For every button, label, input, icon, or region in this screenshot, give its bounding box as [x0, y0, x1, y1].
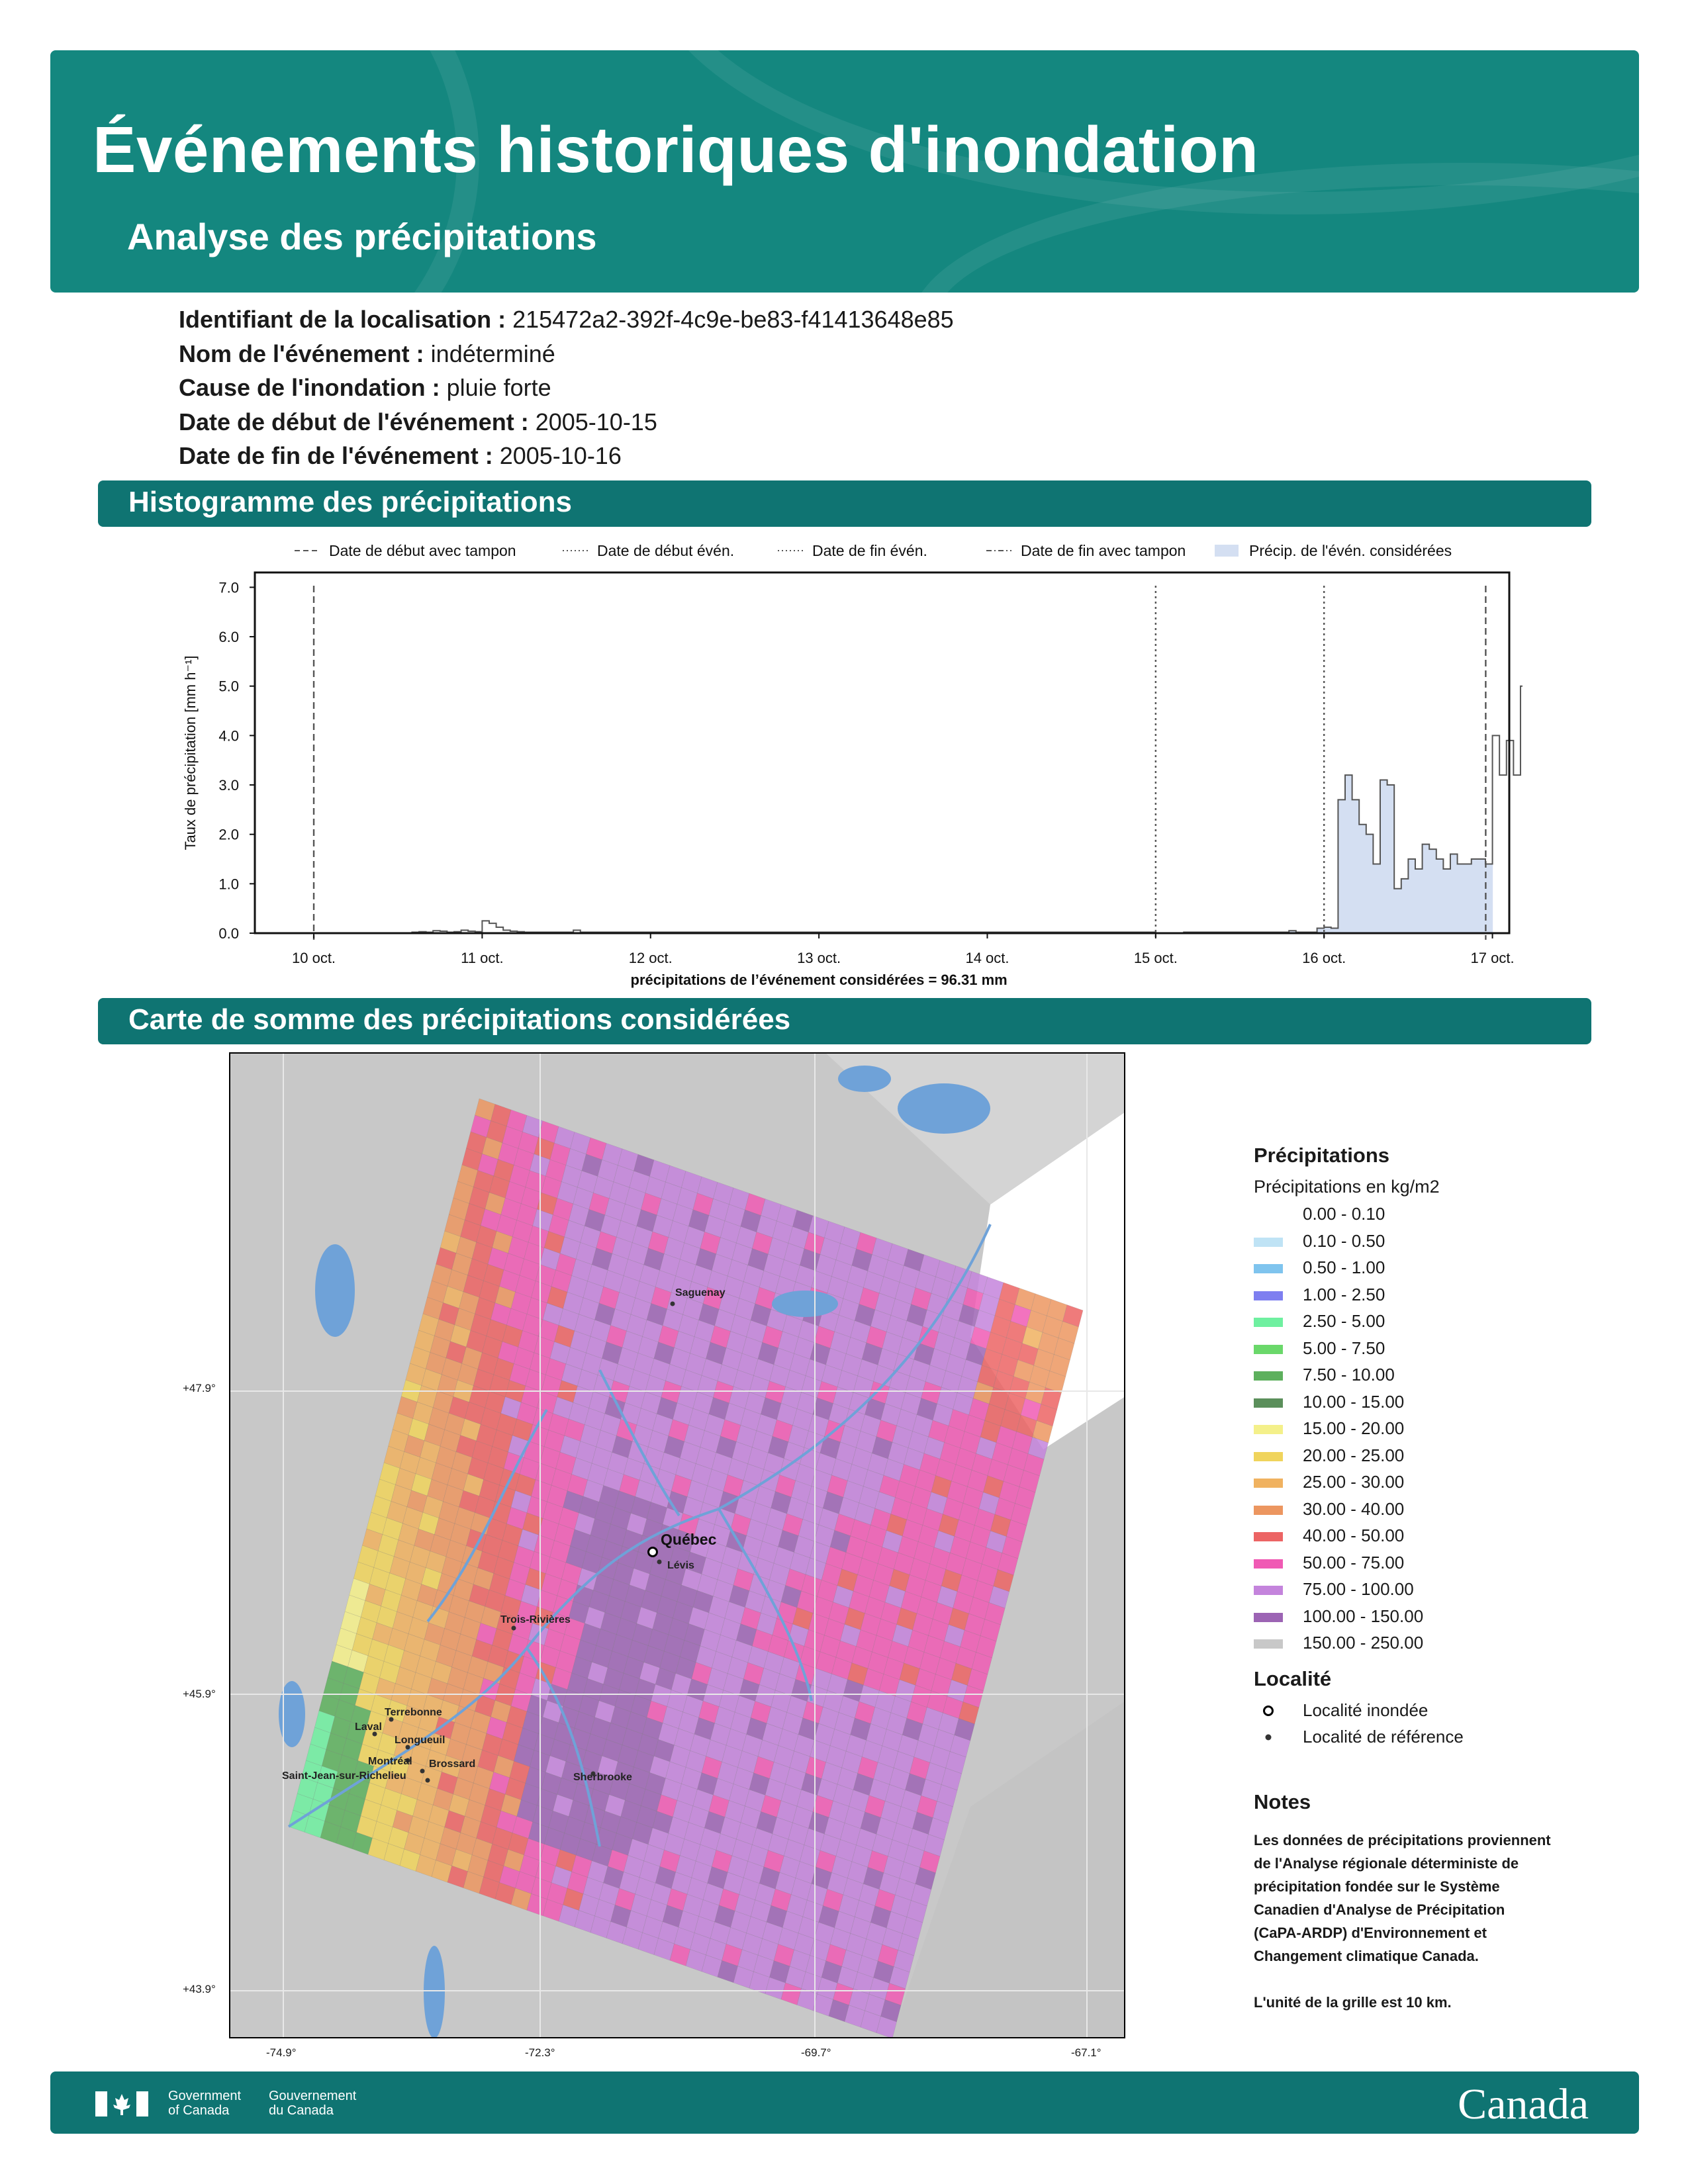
- x-tick-label: 15 oct.: [1133, 950, 1178, 966]
- legend-label: Date de début avec tampon: [329, 542, 516, 559]
- x-tick-label: 11 oct.: [461, 950, 504, 966]
- end-date-row: [179, 442, 622, 470]
- histogram-bar: [1366, 835, 1374, 933]
- location-id-value: 215472a2-392f-4c9e-be83-f41413648e85: [512, 306, 954, 333]
- histogram-bar: [1429, 849, 1436, 933]
- histogram-bar: [1415, 869, 1423, 933]
- histogram-bar: [1485, 864, 1493, 933]
- y-tick-label: 0.0: [218, 925, 239, 942]
- legend-label: Date de fin avec tampon: [1021, 542, 1186, 559]
- legend-swatch: [1254, 1559, 1283, 1569]
- event-total-label: précipitations de l’événement considérées = 96.31 mm: [630, 972, 1008, 988]
- legend-swatch: [1254, 1318, 1283, 1327]
- reference-city-marker: [512, 1626, 516, 1631]
- legend-label: 15.00 - 20.00: [1303, 1418, 1405, 1438]
- legend-subtitle: Précipitations en kg/m2: [1254, 1177, 1440, 1197]
- legend-label: 40.00 - 50.00: [1303, 1525, 1405, 1545]
- city-label: Brossard: [429, 1758, 476, 1770]
- map-legend: [1254, 1144, 1651, 2014]
- legend-swatch: [1254, 1238, 1283, 1247]
- start-date-label: Date de début de l'événement :: [179, 408, 529, 435]
- section-histogram-header: [98, 480, 1591, 527]
- gov-fr-label: Gouvernement du Canada: [269, 2089, 357, 2118]
- legend-swatch: [1254, 1371, 1283, 1381]
- legend-swatch: [1254, 1639, 1283, 1649]
- histogram-bar: [1387, 785, 1395, 933]
- lat-tick: +43.9°: [183, 1983, 216, 1995]
- legend-swatch: [1254, 1452, 1283, 1461]
- start-date-value: 2005-10-15: [535, 408, 657, 435]
- chart-legend: [295, 542, 1452, 559]
- histogram-bar: [1472, 859, 1479, 933]
- event-name-value: indéterminé: [430, 340, 555, 367]
- lon-tick: -69.7°: [801, 2046, 831, 2059]
- histogram-bar: [1352, 799, 1360, 933]
- event-name-row: [179, 340, 555, 368]
- legend-label: 75.00 - 100.00: [1303, 1579, 1414, 1599]
- legend-label: 10.00 - 15.00: [1303, 1391, 1405, 1412]
- end-date-label: Date de fin de l'événement :: [179, 442, 493, 469]
- x-tick-label: 17 oct.: [1470, 950, 1515, 966]
- footer-bar: [50, 2071, 1639, 2134]
- flood-cause-value: pluie forte: [446, 374, 551, 401]
- legend-swatch: [1254, 1398, 1283, 1408]
- legend-label: 7.50 - 10.00: [1303, 1365, 1395, 1385]
- precipitation-histogram: [165, 529, 1523, 993]
- reference-city-marker: [420, 1769, 425, 1774]
- histogram-bar: [1401, 879, 1409, 933]
- histogram-bar: [1345, 775, 1352, 933]
- histogram-bar: [1450, 854, 1458, 933]
- city-label: Saguenay: [675, 1287, 726, 1298]
- legend-swatch: [1254, 1291, 1283, 1300]
- section-map-title: Carte de somme des précipitations considérées: [128, 1003, 791, 1036]
- flooded-city-marker: [649, 1548, 657, 1557]
- x-tick-label: 10 oct.: [292, 950, 336, 966]
- page-subtitle: Analyse des précipitations: [127, 216, 597, 257]
- notes-title: Notes: [1254, 1790, 1311, 1813]
- legend-label: 150.00 - 250.00: [1303, 1633, 1424, 1653]
- x-tick-label: 14 oct.: [965, 950, 1009, 966]
- x-tick-label: 12 oct.: [628, 950, 673, 966]
- gov-en-label: Government of Canada: [168, 2089, 242, 2118]
- legend-swatch: [1254, 1613, 1283, 1622]
- legend-items: [1254, 1204, 1651, 1661]
- legend-flooded-row: [1254, 1700, 1651, 1727]
- lon-tick: -74.9°: [266, 2046, 297, 2059]
- legend-label: 5.00 - 7.50: [1303, 1338, 1385, 1358]
- histogram-bar: [1380, 780, 1387, 933]
- y-tick-label: 5.0: [218, 678, 239, 695]
- reference-city-marker: [671, 1302, 675, 1306]
- legend-label: 0.10 - 0.50: [1303, 1230, 1385, 1251]
- lon-tick: -72.3°: [525, 2046, 555, 2059]
- canada-wordmark: Canada: [1458, 2080, 1589, 2128]
- x-tick-label: 16 oct.: [1302, 950, 1346, 966]
- lat-tick: +47.9°: [183, 1382, 216, 1394]
- legend-swatch: [1254, 1479, 1283, 1488]
- histogram-bar: [1458, 864, 1465, 933]
- city-label: Laval: [355, 1721, 382, 1733]
- legend-label: 25.00 - 30.00: [1303, 1472, 1405, 1492]
- legend-label: Date de début évén.: [597, 542, 735, 559]
- histogram-bar: [1436, 859, 1444, 933]
- page-title: Événements historiques d'inondation: [93, 113, 1259, 186]
- location-id-label: Identifiant de la localisation :: [179, 306, 506, 333]
- y-tick-label: 3.0: [218, 777, 239, 794]
- city-label: Sherbrooke: [573, 1772, 632, 1783]
- histogram-bar: [1478, 859, 1485, 933]
- reference-city-marker: [657, 1560, 662, 1565]
- legend-label: 2.50 - 5.00: [1303, 1311, 1385, 1331]
- locality-title: Localité: [1254, 1667, 1332, 1690]
- histogram-bar: [1338, 799, 1345, 933]
- start-date-row: [179, 408, 657, 436]
- legend-label: Précip. de l'évén. considérées: [1249, 542, 1452, 559]
- legend-label: 100.00 - 150.00: [1303, 1606, 1424, 1626]
- legend-swatch: [1254, 1506, 1283, 1515]
- city-label: Saint-Jean-sur-Richelieu: [282, 1770, 406, 1782]
- chart-frame: [255, 572, 1509, 933]
- legend-title: Précipitations: [1254, 1144, 1389, 1167]
- legend-swatch: [1254, 1532, 1283, 1541]
- city-label: Montréal: [368, 1756, 412, 1767]
- event-name-label: Nom de l'événement :: [179, 340, 424, 367]
- lat-tick: +45.9°: [183, 1688, 216, 1700]
- histogram-bar: [1443, 869, 1450, 933]
- y-tick-label: 2.0: [218, 826, 239, 843]
- histogram-bar: [1423, 844, 1430, 933]
- histogram-bar: [1464, 864, 1472, 933]
- precipitation-map: [229, 1052, 1125, 2038]
- legend-label: 0.50 - 1.00: [1303, 1257, 1385, 1277]
- notes-body: Les données de précipitations proviennent de l'Analyse régionale déterministe de précipitation fondée sur le Système Canadien d'Analyse de Précipitation (CaPA-ARDP) d'Environnement et Changement climatique Canada. L'unité de la grille est 10 km.: [1254, 1832, 1551, 2011]
- histogram-bar: [1408, 859, 1415, 933]
- y-tick-label: 6.0: [218, 629, 239, 646]
- location-id-row: [179, 306, 954, 334]
- legend-swatch: [1254, 1345, 1283, 1354]
- canada-flag-icon: [95, 2091, 148, 2116]
- legend-label: Date de fin évén.: [812, 542, 927, 559]
- reference-marker-icon: [1262, 1731, 1275, 1744]
- reference-city-marker: [426, 1778, 430, 1783]
- y-tick-label: 7.0: [218, 579, 239, 596]
- histogram-bar: [1359, 825, 1366, 933]
- flood-cause-row: [179, 374, 551, 402]
- legend-swatch: [1254, 1264, 1283, 1273]
- legend-swatch: [1254, 1425, 1283, 1434]
- legend-label: 1.00 - 2.50: [1303, 1284, 1385, 1304]
- legend-label: 50.00 - 75.00: [1303, 1552, 1405, 1572]
- legend-label: 20.00 - 25.00: [1303, 1445, 1405, 1465]
- histogram-bar: [1373, 864, 1380, 933]
- flooded-label: Localité inondée: [1303, 1700, 1429, 1720]
- city-label: Québec: [661, 1531, 717, 1548]
- y-axis-label: Taux de précipitation [mm h⁻¹]: [182, 655, 199, 850]
- legend-swatch: [1254, 1210, 1283, 1220]
- lon-tick: -67.1°: [1071, 2046, 1102, 2059]
- reference-label: Localité de référence: [1303, 1727, 1464, 1747]
- legend-label: 0.00 - 0.10: [1303, 1204, 1385, 1224]
- section-histogram-title: Histogramme des précipitations: [128, 486, 572, 518]
- city-label: Terrebonne: [385, 1707, 442, 1718]
- legend-reference-row: [1254, 1727, 1651, 1753]
- flooded-marker-icon: [1262, 1704, 1275, 1717]
- y-tick-label: 1.0: [218, 876, 239, 893]
- flood-cause-label: Cause de l'inondation :: [179, 374, 440, 401]
- legend-swatch: [1254, 1586, 1283, 1595]
- city-label: Longueuil: [395, 1735, 445, 1746]
- y-tick-label: 4.0: [218, 727, 239, 745]
- legend-label: 30.00 - 40.00: [1303, 1498, 1405, 1519]
- city-label: Lévis: [667, 1560, 694, 1571]
- x-tick-label: 13 oct.: [797, 950, 841, 966]
- histogram-bar: [1394, 889, 1401, 933]
- legend-swatch: [1215, 545, 1239, 557]
- section-map-header: [98, 998, 1591, 1044]
- city-label: Trois-Rivières: [500, 1614, 571, 1625]
- end-date-value: 2005-10-16: [499, 442, 622, 469]
